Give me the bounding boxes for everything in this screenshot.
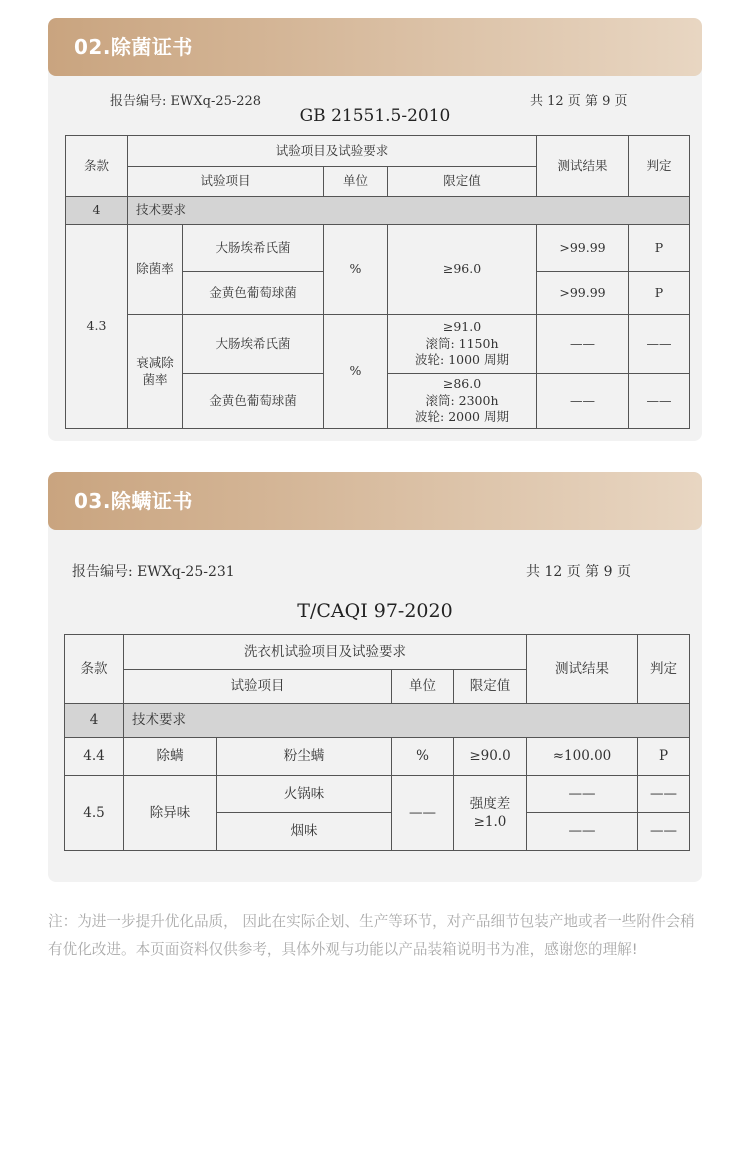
limit-value: ≥96.0 — [388, 225, 537, 315]
header-group: 洗衣机试验项目及试验要求 — [124, 635, 527, 670]
table-row — [65, 738, 690, 776]
section-number: 4 — [66, 197, 128, 225]
group-label: 除螨 — [124, 738, 217, 776]
verdict: P — [638, 738, 690, 776]
section-label: 技术要求 — [124, 704, 690, 738]
test-item: 金黄色葡萄球菌 — [183, 374, 324, 429]
verdict: —— — [629, 315, 690, 374]
group-label: 除异味 — [124, 776, 217, 851]
header-unit: 单位 — [324, 167, 388, 197]
verdict: —— — [638, 813, 690, 851]
header-clause: 条款 — [65, 635, 124, 704]
test-item: 大肠埃希氏菌 — [183, 225, 324, 272]
verdict: —— — [638, 776, 690, 813]
header-group: 试验项目及试验要求 — [128, 136, 537, 167]
section-title: 03.除螨证书 — [74, 489, 193, 513]
section-number: 4 — [65, 704, 124, 738]
header-result: 测试结果 — [527, 635, 638, 704]
group-label: 衰减除菌率 — [128, 315, 183, 429]
clause-number: 4.4 — [65, 738, 124, 776]
disclaimer-note: 注：为进一步提升优化品质， 因此在实际企划、生产等环节，对产品细节包装产地或者一些附件会稍有优化改进。本页面资料仅供参考，具体外观与功能以产品装箱说明书为准，感谢您的理解! — [48, 913, 695, 958]
header-item: 试验项目 — [124, 670, 392, 704]
test-item: 大肠埃希氏菌 — [183, 315, 324, 374]
test-result: —— — [527, 776, 638, 813]
verdict: P — [629, 225, 690, 272]
header-result: 测试结果 — [537, 136, 629, 197]
header-verdict: 判定 — [629, 136, 690, 197]
cert-card-mite-removal — [48, 472, 702, 882]
group-label: 除菌率 — [128, 225, 183, 315]
limit-value: 强度差 ≥1.0 — [454, 776, 527, 851]
header-item: 试验项目 — [128, 167, 324, 197]
test-result: >99.99 — [537, 272, 629, 315]
standard-number: GB 21551.5-2010 — [299, 106, 451, 126]
section-title: 02.除菌证书 — [74, 35, 193, 59]
test-result: —— — [537, 315, 629, 374]
limit-value: ≥90.0 — [454, 738, 527, 776]
section-row — [66, 197, 690, 225]
limit-value: ≥86.0 滚筒: 2300h 波轮: 2000 周期 — [388, 374, 537, 429]
test-item: 粉尘螨 — [217, 738, 392, 776]
header-limit: 限定值 — [454, 670, 527, 704]
page-info: 共 12 页 第 9 页 — [526, 564, 631, 580]
report-number: 报告编号: EWXq-25-231 — [72, 564, 235, 580]
unit: % — [392, 738, 454, 776]
verdict: P — [629, 272, 690, 315]
test-table — [65, 135, 690, 429]
test-result: ≈100.00 — [527, 738, 638, 776]
page-info: 共 12 页 第 9 页 — [530, 94, 628, 109]
table-row — [66, 315, 690, 374]
section-row — [65, 704, 690, 738]
header-verdict: 判定 — [638, 635, 690, 704]
cert-card-sterilization — [48, 18, 702, 441]
header-limit: 限定值 — [388, 167, 537, 197]
clause-number: 4.5 — [65, 776, 124, 851]
test-item: 金黄色葡萄球菌 — [183, 272, 324, 315]
unit: % — [324, 315, 388, 429]
table-row — [66, 225, 690, 272]
table-row — [65, 776, 690, 813]
section-header — [48, 18, 702, 76]
section-header — [48, 472, 702, 530]
section-label: 技术要求 — [128, 197, 690, 225]
test-result: >99.99 — [537, 225, 629, 272]
verdict: —— — [629, 374, 690, 429]
test-item: 火锅味 — [217, 776, 392, 813]
header-unit: 单位 — [392, 670, 454, 704]
test-result: —— — [537, 374, 629, 429]
limit-value: ≥91.0 滚筒: 1150h 波轮: 1000 周期 — [388, 315, 537, 374]
test-table — [64, 634, 690, 851]
standard-number: T/CAQI 97-2020 — [297, 600, 453, 622]
unit: % — [324, 225, 388, 315]
clause-number: 4.3 — [66, 225, 128, 429]
test-result: —— — [527, 813, 638, 851]
unit: —— — [392, 776, 454, 851]
header-clause: 条款 — [66, 136, 128, 197]
report-number: 报告编号: EWXq-25-228 — [110, 94, 262, 109]
test-item: 烟味 — [217, 813, 392, 851]
